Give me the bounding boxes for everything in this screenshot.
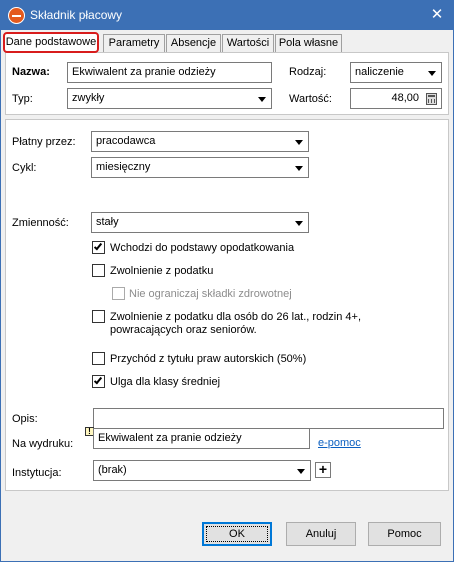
cancel-button[interactable]: Anuluj <box>286 522 356 546</box>
tab-absencje[interactable]: Absencje <box>166 34 221 52</box>
description-label: Opis: <box>12 413 38 425</box>
payer-value: pracodawca <box>96 135 156 147</box>
youth-exempt-label-line2: powracających oraz seniorów. <box>110 324 257 336</box>
kind-label: Rodzaj: <box>289 66 327 78</box>
health-limit-checkbox <box>112 287 125 300</box>
health-limit-label: Nie ograniczaj składki zdrowotnej <box>129 288 292 300</box>
institution-value: (brak) <box>98 464 127 476</box>
type-select[interactable] <box>67 88 272 109</box>
chevron-down-icon <box>297 469 305 474</box>
name-input[interactable]: Ekwiwalent za pranie odzieży <box>67 62 272 83</box>
chevron-down-icon <box>295 140 303 145</box>
cycle-select[interactable] <box>91 157 309 178</box>
printout-input[interactable]: Ekwiwalent za pranie odzieży <box>93 428 310 449</box>
ok-button-label: OK <box>229 528 245 540</box>
variability-select[interactable] <box>91 212 309 233</box>
window-title: Składnik płacowy <box>30 8 123 22</box>
checkmark-icon <box>94 376 102 385</box>
description-input[interactable] <box>93 408 444 429</box>
add-institution-button[interactable]: + <box>315 462 331 478</box>
printout-label: Na wydruku: <box>12 438 74 450</box>
variability-value: stały <box>96 216 119 228</box>
payer-label: Płatny przez: <box>12 136 76 148</box>
ok-button[interactable] <box>202 522 272 546</box>
tab-parametry[interactable]: Parametry <box>103 34 165 52</box>
checkmark-icon <box>94 242 102 251</box>
chevron-down-icon <box>428 71 436 76</box>
cycle-label: Cykl: <box>12 162 37 174</box>
tab-dane-podstawowe[interactable]: Dane podstawowe <box>3 32 99 53</box>
copyright-checkbox[interactable] <box>92 352 105 365</box>
value-label: Wartość: <box>289 93 332 105</box>
youth-exempt-label-line1: Zwolnienie z podatku dla osób do 26 lat., rodzin 4+, <box>110 311 362 323</box>
youth-exempt-checkbox[interactable] <box>92 310 105 323</box>
close-icon[interactable]: ✕ <box>430 6 444 23</box>
payer-select[interactable] <box>91 131 309 152</box>
institution-select[interactable] <box>93 460 311 481</box>
tax-base-checkbox[interactable] <box>92 241 105 254</box>
chevron-down-icon <box>258 97 266 102</box>
value-text: 48,00 <box>391 92 419 104</box>
tax-exempt-checkbox[interactable] <box>92 264 105 277</box>
middle-class-label: Ulga dla klasy średniej <box>110 376 221 388</box>
type-value: zwykły <box>72 92 105 104</box>
chevron-down-icon <box>295 166 303 171</box>
tax-base-label: Wchodzi do podstawy opodatkowania <box>110 242 295 254</box>
chevron-down-icon <box>295 221 303 226</box>
type-label: Typ: <box>12 93 33 105</box>
kind-select[interactable] <box>350 62 442 83</box>
cycle-value: miesięczny <box>96 161 151 173</box>
help-button[interactable]: Pomoc <box>368 522 441 546</box>
tab-pola-wlasne[interactable]: Pola własne <box>275 34 342 52</box>
help-link[interactable]: e-pomoc <box>318 437 361 449</box>
tab-wartosci[interactable]: Wartości <box>222 34 274 52</box>
warning-flag-icon: ! <box>85 427 94 436</box>
copyright-label: Przychód z tytułu praw autorskich (50%) <box>110 353 307 365</box>
value-input[interactable] <box>350 88 442 109</box>
tax-exempt-label: Zwolnienie z podatku <box>110 265 214 277</box>
variability-label: Zmienność: <box>12 217 69 229</box>
app-logo-icon <box>8 7 25 24</box>
middle-class-checkbox[interactable] <box>92 375 105 388</box>
institution-label: Instytucja: <box>12 467 62 479</box>
name-label: Nazwa: <box>12 66 50 78</box>
kind-value: naliczenie <box>355 66 404 78</box>
focus-rect <box>206 526 268 542</box>
calculator-icon[interactable] <box>426 93 437 105</box>
